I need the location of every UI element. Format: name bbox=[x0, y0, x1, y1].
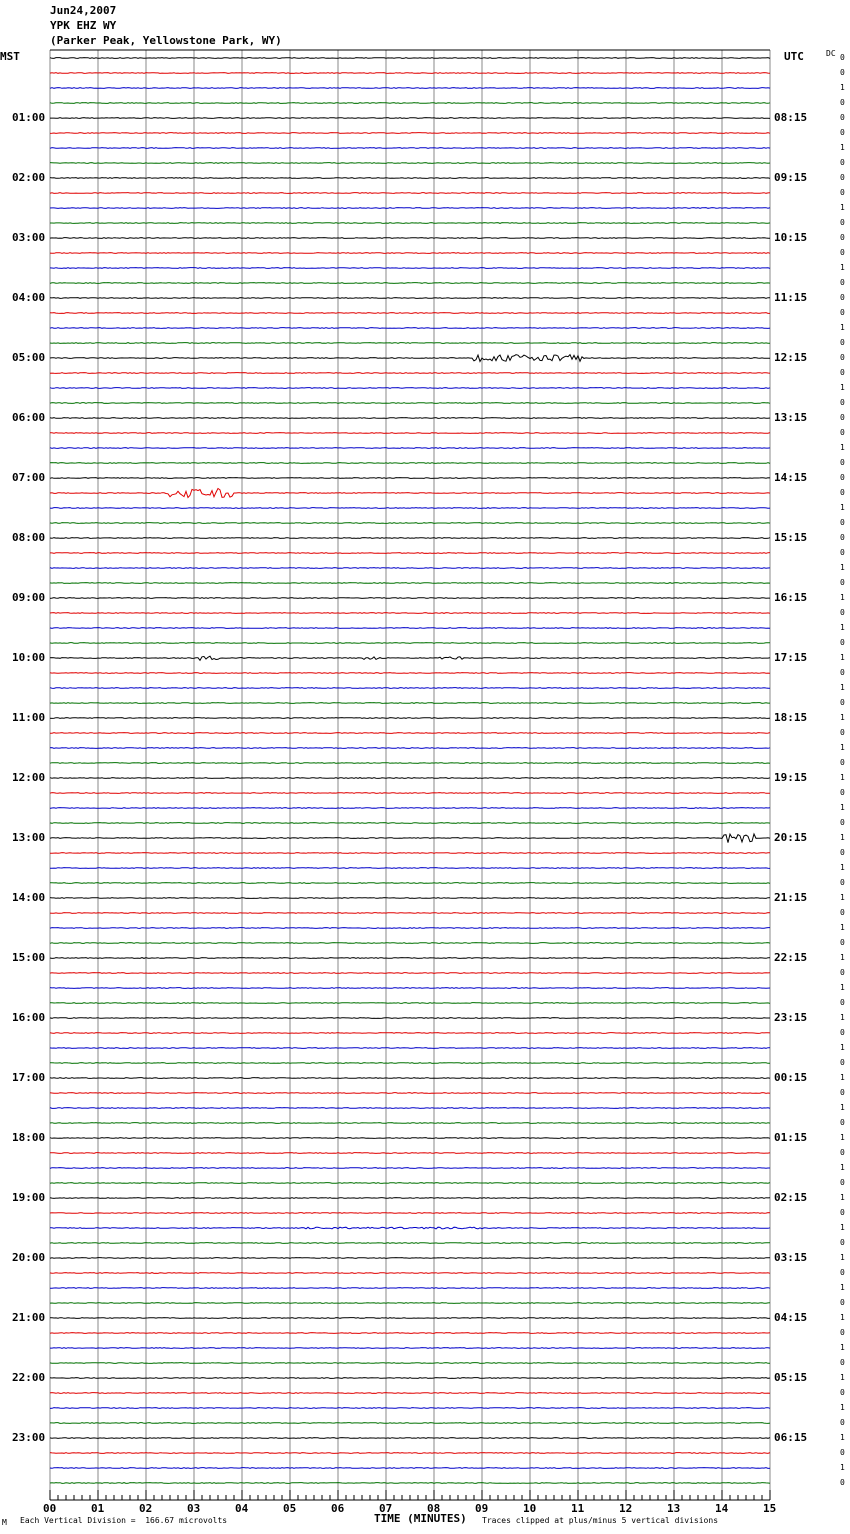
dc-offset-value: 0 bbox=[840, 698, 845, 707]
dc-offset-value: 0 bbox=[840, 1208, 845, 1217]
dc-label: DC bbox=[826, 49, 836, 58]
dc-offset-value: 0 bbox=[840, 533, 845, 542]
trace-row bbox=[50, 643, 770, 644]
right-axis-title: UTC bbox=[784, 50, 804, 63]
dc-offset-value: 0 bbox=[840, 158, 845, 167]
trace-row bbox=[50, 853, 770, 854]
dc-offset-value: 1 bbox=[840, 1043, 845, 1052]
trace-row bbox=[50, 1453, 770, 1454]
utc-hour-label: 16:15 bbox=[774, 591, 808, 604]
mst-hour-label: 21:00 bbox=[12, 1311, 46, 1324]
dc-offset-value: 0 bbox=[840, 998, 845, 1007]
dc-offset-value: 1 bbox=[840, 623, 845, 632]
utc-hour-label: 17:15 bbox=[774, 651, 808, 664]
trace-row bbox=[50, 403, 770, 404]
utc-hour-label: 03:15 bbox=[774, 1251, 808, 1264]
utc-hour-label: 13:15 bbox=[774, 411, 808, 424]
trace-row bbox=[50, 148, 770, 149]
dc-offset-value: 1 bbox=[840, 893, 845, 902]
mst-hour-label: 03:00 bbox=[12, 231, 46, 244]
x-tick-label: 00 bbox=[43, 1502, 57, 1515]
dc-offset-value: 0 bbox=[840, 1118, 845, 1127]
dc-offset-value: 1 bbox=[840, 1313, 845, 1322]
utc-hour-label: 00:15 bbox=[774, 1071, 808, 1084]
utc-hour-label: 09:15 bbox=[774, 171, 808, 184]
dc-offset-value: 0 bbox=[840, 308, 845, 317]
trace-row bbox=[50, 103, 770, 104]
trace-row bbox=[50, 568, 770, 569]
trace-row bbox=[50, 133, 770, 134]
dc-offset-value: 0 bbox=[840, 368, 845, 377]
dc-offset-value: 0 bbox=[840, 938, 845, 947]
dc-offset-value: 1 bbox=[840, 1073, 845, 1082]
dc-offset-value: 0 bbox=[840, 638, 845, 647]
trace-row bbox=[50, 1318, 770, 1319]
dc-offset-value: 0 bbox=[840, 1178, 845, 1187]
dc-offset-value: 1 bbox=[840, 683, 845, 692]
dc-offset-value: 1 bbox=[840, 1433, 845, 1442]
dc-offset-value: 1 bbox=[840, 593, 845, 602]
trace-row bbox=[50, 298, 770, 299]
header-location: (Parker Peak, Yellowstone Park, WY) bbox=[50, 34, 282, 47]
dc-offset-value: 1 bbox=[840, 983, 845, 992]
utc-hour-label: 15:15 bbox=[774, 531, 808, 544]
dc-offset-value: 1 bbox=[840, 743, 845, 752]
mst-hour-label: 12:00 bbox=[12, 771, 46, 784]
trace-row bbox=[50, 763, 770, 764]
dc-offset-value: 0 bbox=[840, 1418, 845, 1427]
dc-offset-value: 0 bbox=[840, 818, 845, 827]
trace-row bbox=[50, 1348, 770, 1349]
trace-row bbox=[50, 1123, 770, 1124]
trace-row bbox=[50, 656, 770, 660]
trace-row bbox=[50, 448, 770, 449]
utc-hour-label: 04:15 bbox=[774, 1311, 808, 1324]
trace-row bbox=[50, 118, 770, 119]
trace-row bbox=[50, 1153, 770, 1154]
trace-row bbox=[50, 1243, 770, 1244]
mst-hour-label: 23:00 bbox=[12, 1431, 46, 1444]
dc-offset-value: 1 bbox=[840, 1283, 845, 1292]
x-tick-label: 01 bbox=[91, 1502, 105, 1515]
x-tick-label: 10 bbox=[523, 1502, 537, 1515]
trace-row bbox=[50, 1168, 770, 1169]
dc-offset-value: 0 bbox=[840, 1058, 845, 1067]
dc-offset-value: 0 bbox=[840, 848, 845, 857]
trace-row bbox=[50, 1063, 770, 1064]
x-axis-title: TIME (MINUTES) bbox=[374, 1512, 467, 1525]
trace-row bbox=[50, 598, 770, 599]
dc-offset-value: 0 bbox=[840, 1028, 845, 1037]
dc-offset-value: 0 bbox=[840, 1088, 845, 1097]
seismogram-traces bbox=[50, 58, 770, 1484]
trace-row bbox=[50, 355, 770, 362]
dc-offset-value: 1 bbox=[840, 653, 845, 662]
dc-offset-value: 0 bbox=[840, 248, 845, 257]
trace-row bbox=[50, 988, 770, 989]
trace-row bbox=[50, 1018, 770, 1019]
dc-offset-value: 1 bbox=[840, 1013, 845, 1022]
x-tick-label: 06 bbox=[331, 1502, 345, 1515]
trace-row bbox=[50, 478, 770, 479]
dc-offset-value: 0 bbox=[840, 428, 845, 437]
dc-offset-value: 1 bbox=[840, 1253, 845, 1262]
trace-row bbox=[50, 208, 770, 209]
trace-row bbox=[50, 58, 770, 59]
utc-hour-label: 02:15 bbox=[774, 1191, 808, 1204]
dc-offset-value: 1 bbox=[840, 203, 845, 212]
dc-offset-value: 0 bbox=[840, 458, 845, 467]
dc-offset-value: 0 bbox=[840, 1448, 845, 1457]
trace-row bbox=[50, 1303, 770, 1304]
trace-row bbox=[50, 1078, 770, 1079]
dc-offset-value: 1 bbox=[840, 143, 845, 152]
trace-row bbox=[50, 628, 770, 629]
trace-row bbox=[50, 958, 770, 959]
corner-mark: M bbox=[2, 1518, 7, 1527]
trace-row bbox=[50, 1438, 770, 1439]
dc-offset-value: 0 bbox=[840, 68, 845, 77]
trace-row bbox=[50, 898, 770, 899]
trace-row bbox=[50, 1408, 770, 1409]
trace-row bbox=[50, 733, 770, 734]
trace-row bbox=[50, 583, 770, 584]
dc-offset-value: 0 bbox=[840, 1298, 845, 1307]
dc-offset-value: 1 bbox=[840, 263, 845, 272]
mst-hour-label: 02:00 bbox=[12, 171, 46, 184]
x-tick-label: 08 bbox=[427, 1502, 441, 1515]
mst-hour-label: 20:00 bbox=[12, 1251, 46, 1264]
trace-row bbox=[50, 868, 770, 869]
trace-row bbox=[50, 1213, 770, 1214]
dc-offset-value: 1 bbox=[840, 773, 845, 782]
x-tick-label: 11 bbox=[571, 1502, 585, 1515]
utc-hour-label: 18:15 bbox=[774, 711, 808, 724]
trace-row bbox=[50, 433, 770, 434]
x-tick-label: 12 bbox=[619, 1502, 633, 1515]
clip-note: Traces clipped at plus/minus 5 vertical divisions bbox=[482, 1516, 719, 1525]
trace-row bbox=[50, 463, 770, 464]
dc-offset-value: 1 bbox=[840, 1463, 845, 1472]
utc-hour-label: 08:15 bbox=[774, 111, 808, 124]
trace-row bbox=[50, 268, 770, 269]
dc-offset-value: 0 bbox=[840, 218, 845, 227]
trace-row bbox=[50, 1468, 770, 1469]
trace-row bbox=[50, 1093, 770, 1094]
dc-offset-value: 0 bbox=[840, 353, 845, 362]
trace-row bbox=[50, 1183, 770, 1184]
dc-offset-value: 1 bbox=[840, 1133, 845, 1142]
utc-hour-label: 10:15 bbox=[774, 231, 808, 244]
utc-hour-label: 23:15 bbox=[774, 1011, 808, 1024]
dc-offset-value: 1 bbox=[840, 833, 845, 842]
mst-hour-label: 22:00 bbox=[12, 1371, 46, 1384]
scale-note: Each Vertical Division = 166.67 microvolts bbox=[20, 1516, 228, 1525]
dc-offset-value: 1 bbox=[840, 83, 845, 92]
trace-row bbox=[50, 418, 770, 419]
mst-hour-label: 14:00 bbox=[12, 891, 46, 904]
x-tick-label: 02 bbox=[139, 1502, 153, 1515]
trace-row bbox=[50, 748, 770, 749]
trace-row bbox=[50, 73, 770, 74]
trace-row bbox=[50, 223, 770, 224]
dc-offset-value: 0 bbox=[840, 728, 845, 737]
trace-row bbox=[50, 508, 770, 509]
utc-hour-label: 06:15 bbox=[774, 1431, 808, 1444]
dc-offset-value: 1 bbox=[840, 1103, 845, 1112]
x-tick-label: 14 bbox=[715, 1502, 729, 1515]
mst-hour-label: 05:00 bbox=[12, 351, 46, 364]
trace-row bbox=[50, 1363, 770, 1364]
x-axis-ticks bbox=[50, 1490, 770, 1500]
trace-row bbox=[50, 553, 770, 554]
trace-row bbox=[50, 178, 770, 179]
trace-row bbox=[50, 1288, 770, 1289]
x-tick-label: 04 bbox=[235, 1502, 249, 1515]
trace-row bbox=[50, 928, 770, 929]
trace-row bbox=[50, 1033, 770, 1034]
trace-row bbox=[50, 718, 770, 719]
dc-offset-value: 0 bbox=[840, 968, 845, 977]
trace-row bbox=[50, 673, 770, 674]
trace-row bbox=[50, 1483, 770, 1484]
dc-offset-value: 0 bbox=[840, 488, 845, 497]
trace-row bbox=[50, 883, 770, 884]
x-tick-label: 07 bbox=[379, 1502, 393, 1515]
dc-offset-value: 0 bbox=[840, 548, 845, 557]
dc-offset-value: 0 bbox=[840, 98, 845, 107]
dc-offset-value: 1 bbox=[840, 1163, 845, 1172]
mst-hour-label: 16:00 bbox=[12, 1011, 46, 1024]
trace-row bbox=[50, 703, 770, 704]
x-tick-label: 05 bbox=[283, 1502, 297, 1515]
dc-offset-value: 0 bbox=[840, 173, 845, 182]
x-tick-label: 03 bbox=[187, 1502, 201, 1515]
dc-offset-value: 0 bbox=[840, 398, 845, 407]
mst-hour-label: 09:00 bbox=[12, 591, 46, 604]
mst-hour-label: 15:00 bbox=[12, 951, 46, 964]
dc-offset-value: 0 bbox=[840, 518, 845, 527]
mst-hour-label: 17:00 bbox=[12, 1071, 46, 1084]
dc-offset-value: 0 bbox=[840, 338, 845, 347]
mst-hour-label: 10:00 bbox=[12, 651, 46, 664]
trace-row bbox=[50, 313, 770, 314]
dc-offset-value: 0 bbox=[840, 1328, 845, 1337]
trace-row bbox=[50, 388, 770, 389]
dc-offset-value: 0 bbox=[840, 1148, 845, 1157]
trace-row bbox=[50, 1048, 770, 1049]
dc-offset-value: 0 bbox=[840, 293, 845, 302]
utc-hour-label: 14:15 bbox=[774, 471, 808, 484]
trace-row bbox=[50, 373, 770, 374]
trace-row bbox=[50, 1227, 770, 1229]
x-tick-label: 13 bbox=[667, 1502, 681, 1515]
trace-row bbox=[50, 1393, 770, 1394]
trace-row bbox=[50, 823, 770, 824]
trace-row bbox=[50, 1258, 770, 1259]
dc-offset-value: 0 bbox=[840, 1238, 845, 1247]
trace-row bbox=[50, 538, 770, 539]
trace-row bbox=[50, 238, 770, 239]
dc-offset-value: 1 bbox=[840, 443, 845, 452]
dc-offset-value: 1 bbox=[840, 1373, 845, 1382]
utc-hour-label: 19:15 bbox=[774, 771, 808, 784]
trace-row bbox=[50, 778, 770, 779]
dc-offset-value: 1 bbox=[840, 713, 845, 722]
dc-offset-value: 1 bbox=[840, 1403, 845, 1412]
header-date: Jun24,2007 bbox=[50, 4, 117, 17]
trace-row bbox=[50, 943, 770, 944]
trace-row bbox=[50, 1003, 770, 1004]
mst-hour-label: 11:00 bbox=[12, 711, 46, 724]
dc-offset-value: 0 bbox=[840, 878, 845, 887]
dc-offset-value: 0 bbox=[840, 908, 845, 917]
trace-row bbox=[50, 834, 770, 843]
dc-offset-value: 1 bbox=[840, 953, 845, 962]
trace-row bbox=[50, 1108, 770, 1109]
dc-offset-value: 0 bbox=[840, 413, 845, 422]
mst-hour-label: 18:00 bbox=[12, 1131, 46, 1144]
trace-row bbox=[50, 1138, 770, 1139]
trace-row bbox=[50, 1378, 770, 1379]
dc-offset-value: 1 bbox=[840, 863, 845, 872]
trace-row bbox=[50, 343, 770, 344]
trace-row bbox=[50, 88, 770, 89]
dc-offset-value: 0 bbox=[840, 128, 845, 137]
header-station: YPK EHZ WY bbox=[50, 19, 117, 32]
dc-offset-value: 1 bbox=[840, 383, 845, 392]
trace-row bbox=[50, 1273, 770, 1274]
dc-offset-value: 1 bbox=[840, 803, 845, 812]
mst-hour-label: 01:00 bbox=[12, 111, 46, 124]
trace-row bbox=[50, 793, 770, 794]
dc-offset-value: 0 bbox=[840, 1478, 845, 1487]
utc-hour-label: 21:15 bbox=[774, 891, 808, 904]
dc-offset-value: 0 bbox=[840, 758, 845, 767]
utc-hour-label: 01:15 bbox=[774, 1131, 808, 1144]
trace-row bbox=[50, 808, 770, 809]
mst-hour-label: 08:00 bbox=[12, 531, 46, 544]
trace-row bbox=[50, 328, 770, 329]
utc-hour-label: 12:15 bbox=[774, 351, 808, 364]
dc-offset-value: 1 bbox=[840, 1223, 845, 1232]
dc-offset-value: 1 bbox=[840, 323, 845, 332]
dc-offset-value: 0 bbox=[840, 113, 845, 122]
dc-offset-value: 1 bbox=[840, 923, 845, 932]
trace-row bbox=[50, 613, 770, 614]
trace-row bbox=[50, 973, 770, 974]
trace-row bbox=[50, 1333, 770, 1334]
trace-row bbox=[50, 489, 770, 498]
utc-hour-label: 22:15 bbox=[774, 951, 808, 964]
dc-offset-value: 0 bbox=[840, 608, 845, 617]
dc-offset-value: 0 bbox=[840, 578, 845, 587]
mst-hour-label: 19:00 bbox=[12, 1191, 46, 1204]
dc-offset-value: 0 bbox=[840, 188, 845, 197]
dc-offset-value: 0 bbox=[840, 788, 845, 797]
dc-offset-value: 1 bbox=[840, 563, 845, 572]
dc-offset-value: 0 bbox=[840, 233, 845, 242]
dc-offset-value: 0 bbox=[840, 668, 845, 677]
left-axis-title: MST bbox=[0, 50, 20, 63]
trace-row bbox=[50, 1198, 770, 1199]
trace-row bbox=[50, 163, 770, 164]
trace-row bbox=[50, 193, 770, 194]
dc-offset-value: 0 bbox=[840, 1268, 845, 1277]
x-tick-label: 15 bbox=[763, 1502, 777, 1515]
trace-row bbox=[50, 1423, 770, 1424]
mst-hour-label: 07:00 bbox=[12, 471, 46, 484]
trace-row bbox=[50, 253, 770, 254]
dc-offset-value: 1 bbox=[840, 1193, 845, 1202]
mst-hour-label: 13:00 bbox=[12, 831, 46, 844]
dc-offset-value: 0 bbox=[840, 53, 845, 62]
trace-row bbox=[50, 283, 770, 284]
dc-offset-value: 1 bbox=[840, 503, 845, 512]
dc-offset-value: 0 bbox=[840, 1358, 845, 1367]
trace-row bbox=[50, 688, 770, 689]
trace-row bbox=[50, 523, 770, 524]
x-tick-label: 09 bbox=[475, 1502, 489, 1515]
trace-row bbox=[50, 913, 770, 914]
utc-hour-label: 11:15 bbox=[774, 291, 808, 304]
utc-hour-label: 20:15 bbox=[774, 831, 808, 844]
mst-hour-label: 06:00 bbox=[12, 411, 46, 424]
utc-hour-label: 05:15 bbox=[774, 1371, 808, 1384]
dc-offset-value: 1 bbox=[840, 1343, 845, 1352]
mst-hour-label: 04:00 bbox=[12, 291, 46, 304]
dc-offset-value: 0 bbox=[840, 473, 845, 482]
dc-offset-value: 0 bbox=[840, 1388, 845, 1397]
dc-offset-value: 0 bbox=[840, 278, 845, 287]
